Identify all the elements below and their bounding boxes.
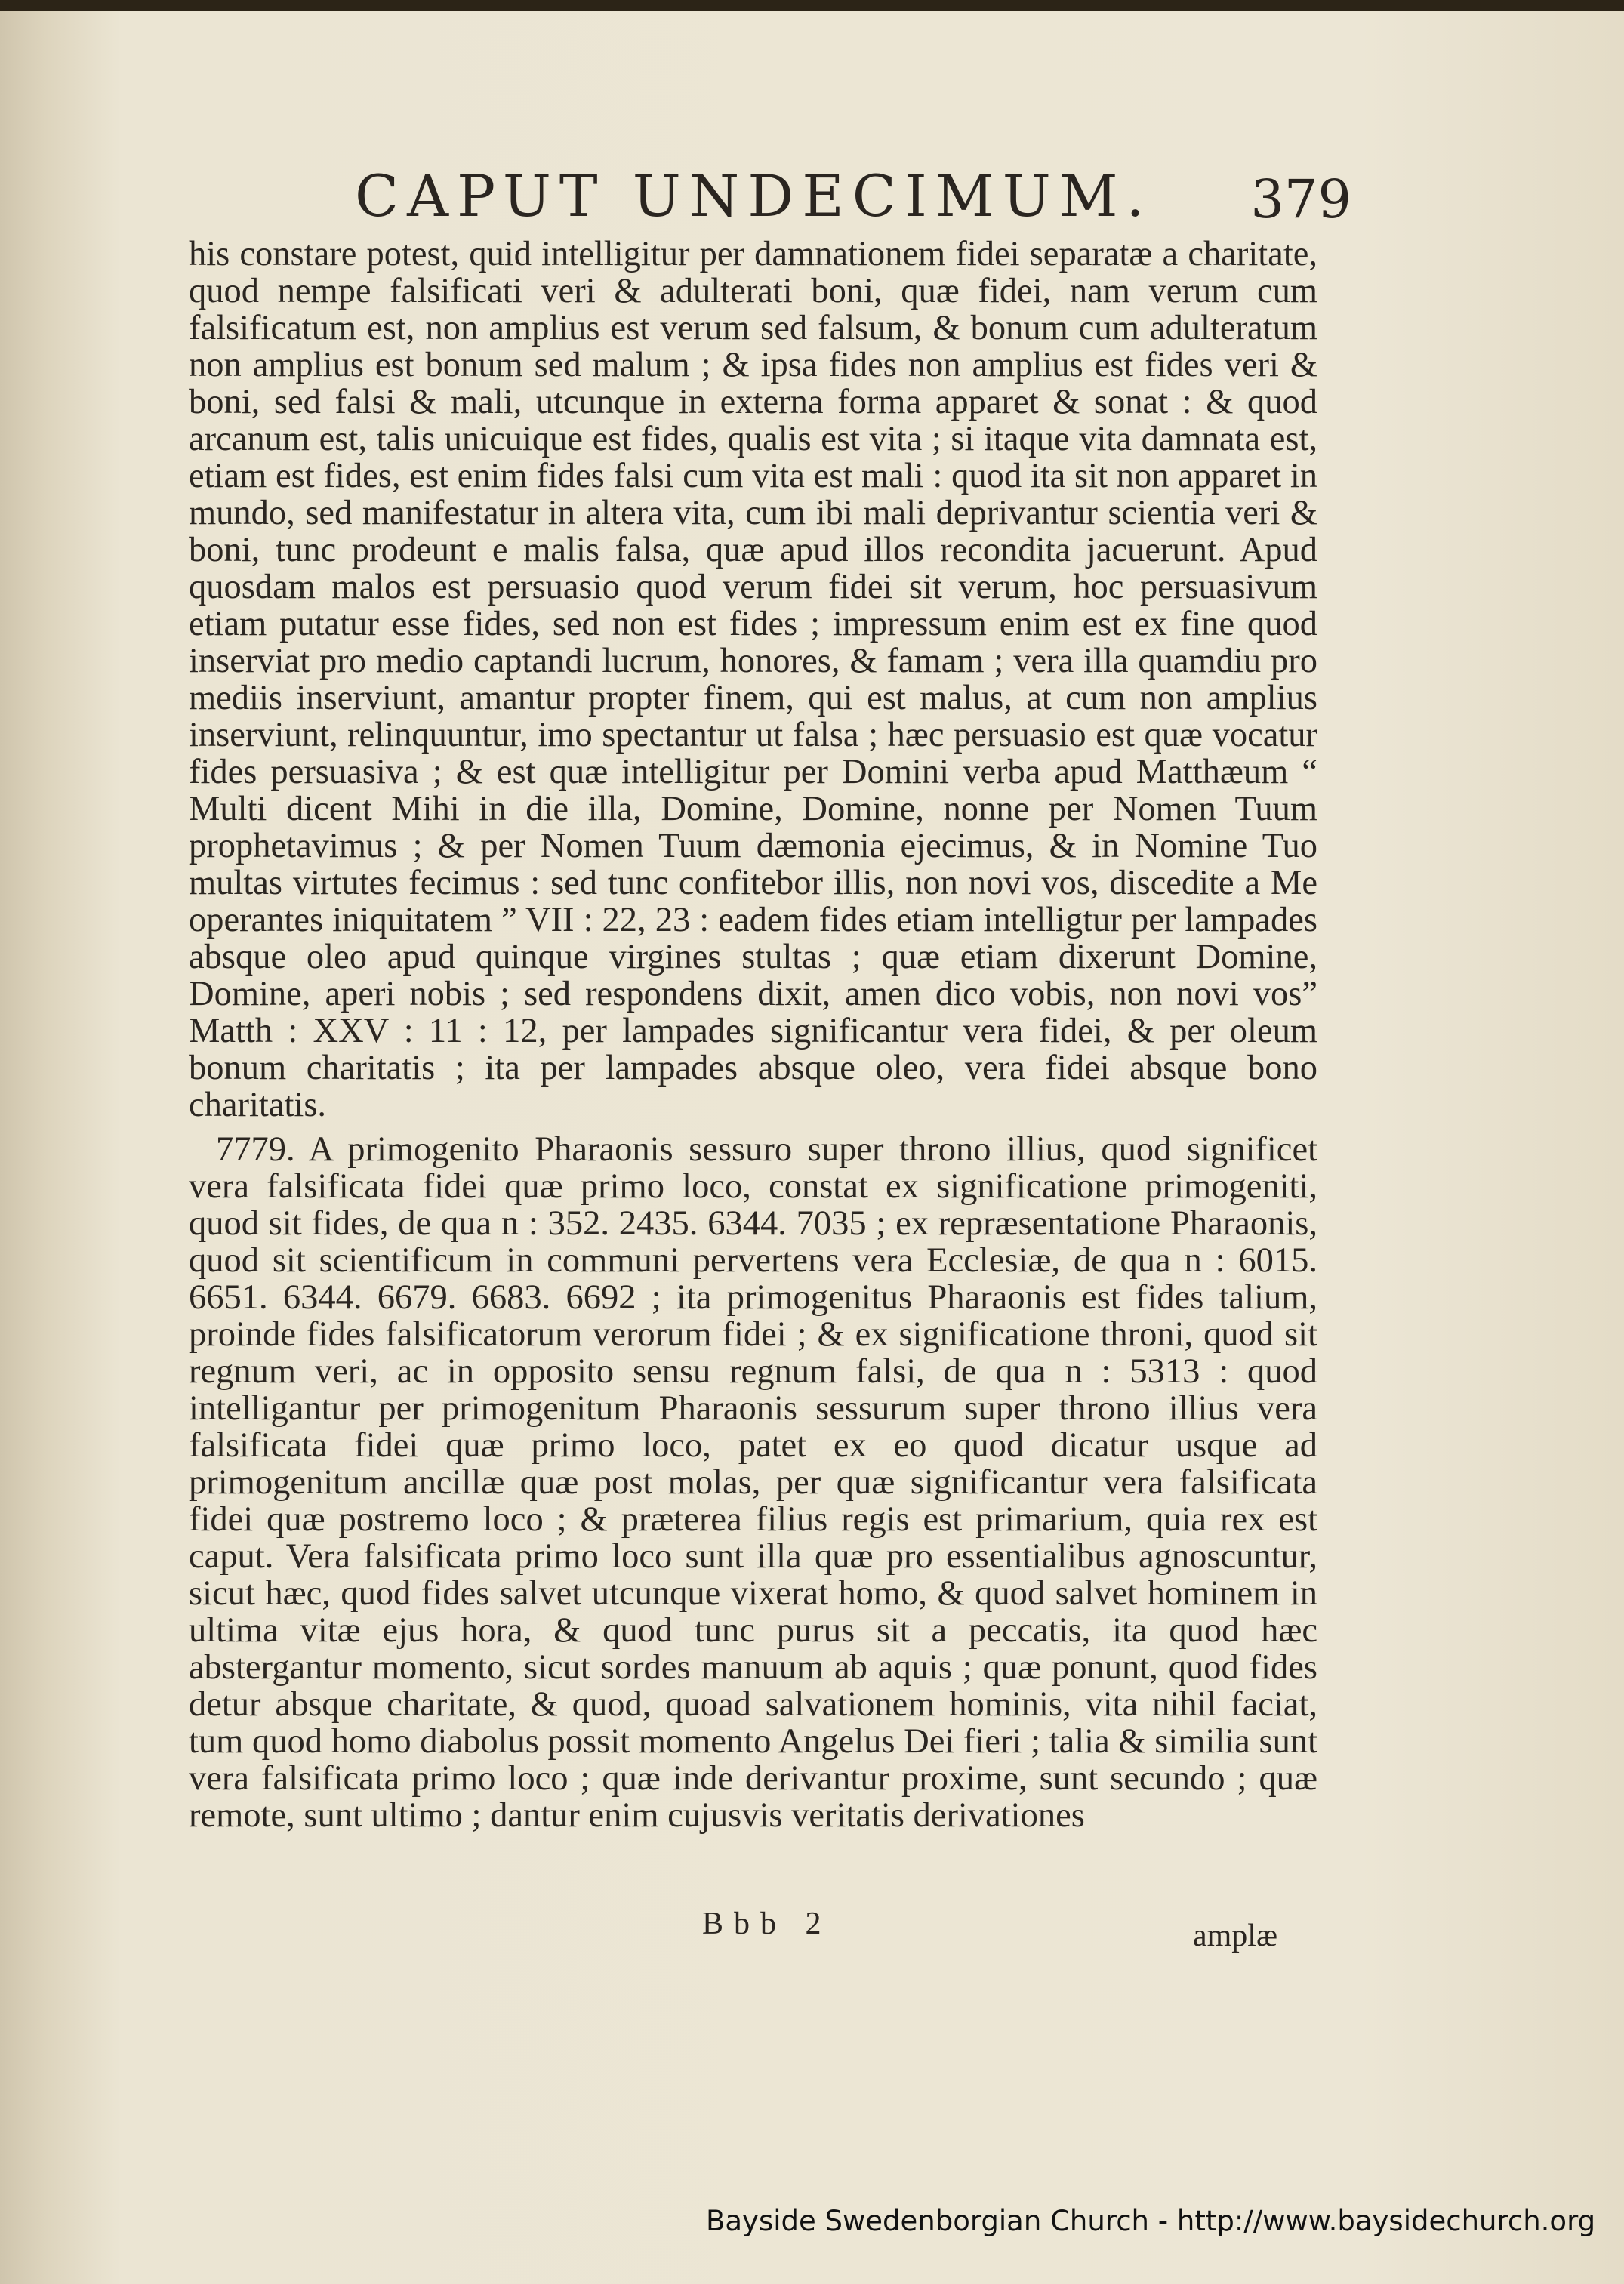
running-header xyxy=(355,155,1351,245)
page-top-edge xyxy=(0,0,1624,11)
chapter-title: CAPUT UNDECIMUM. xyxy=(355,162,1153,230)
catchword: amplæ xyxy=(1193,1919,1277,1953)
source-watermark: Bayside Swedenborgian Church - http://www.baysidechurch.org xyxy=(706,2205,1596,2237)
paragraph-7779: 7779. A primogenito Pharaonis sessuro super throno illius, quod significet vera falsificata fidei quæ primo loco, constat ex significatione primogeniti, quod sit fides, de qua n : 352. 2435. 6344. 7035 ; ex repræsentatione Pharaonis, quod sit scientificum in communi pervertens vera Ecclesiæ, de qua n : 6015. 6651. 6344. 6679. 6683. 6692 ; ita primogenitus Pharaonis est fides talium, proinde fides falsificatorum verorum fidei ; & ex significatione throni, quod sit regnum veri, ac in opposito sensu regnum falsi, de qua n : 5313 : quod intelligantur per primogenitum Pharaonis sessurum super throno illius vera falsificata fidei quæ primo loco, patet ex eo quod dicatur usque ad primogenitum ancillæ quæ post molas, per quæ significantur vera falsificata fidei quæ postremo loco ; & præterea filius regis est primarium, quia rex est caput. Vera falsificata primo loco sunt illa quæ pro essentialibus agnoscuntur, sicut hæc, quod fides salvet utcunque vixerat homo, & quod salvet hominem in ultima vitæ ejus hora, & quod tunc purus sit a peccatis, ita quod hæc abstergantur momento, sicut sordes manuum ab aquis ; quæ ponunt, quod fides detur absque charitate, & quod, quoad salvationem hominis, vita nihil faciat, tum quod homo diabolus possit momento Angelus Dei fieri ; talia & similia sunt vera falsificata primo loco ; quæ inde derivantur proxime, sunt secundo ; quæ remote, sunt ultimo ; dantur enim cujusvis veritatis derivationes xyxy=(189,1130,1317,1835)
signature-mark: Bbb 2 xyxy=(702,1906,832,1941)
paragraph-continuation: his constare potest, quid intelligitur per damnationem fidei separatæ a charitate, quod nempe falsificati veri & adulterati boni, quæ fidei, nam verum cum falsificatum est, non amplius est verum sed falsum, & bonum cum adulteratum non amplius est bonum sed malum ; & ipsa fides non amplius est fides veri & boni, sed falsi & mali, utcunque in externa forma apparet & sonat : & quod arcanum est, talis unicuique est fides, qualis est vita ; si itaque vita damnata est, etiam est fides, est enim fides falsi cum vita est mali : quod ita sit non apparet in mundo, sed manifestatur in altera vita, cum ibi mali deprivantur scientia veri & boni, tunc prodeunt e malis falsa, quæ apud illos recondita jacuerunt. Apud quosdam malos est persuasio quod verum fidei sit verum, hoc persuasivum etiam putatur esse fides, sed non est fides ; impressum enim est ex fine quod inserviat pro medio captandi lucrum, honores, & famam ; vera illa quamdiu pro mediis inserviunt, amantur propter finem, qui est malus, at cum non amplius inserviunt, relinquuntur, imo spectantur ut falsa ; hæc persuasio est quæ vocatur fides persuasiva ; & est quæ intelligitur per Domini verba apud Matthæum “ Multi dicent Mihi in die illa, Domine, Domine, nonne per Nomen Tuum prophetavimus ; & per Nomen Tuum dæmonia ejecimus, & in Nomine Tuo multas virtutes fecimus : sed tunc confitebor illis, non novi vos, discedite a Me operantes iniquitatem ” VII : 22, 23 : eadem fides etiam intelligtur per lampades absque oleo apud quinque virgines stultas ; quæ etiam dixerunt Domine, Domine, aperi nobis ; sed respondens dixit, amen dico vobis, non novi vos” Matth : XXV : 11 : 12, per lampades significantur vera fidei, & per oleum bonum charitatis ; ita per lampades absque oleo, vera fidei absque bono charitatis. xyxy=(189,235,1317,1124)
body-text xyxy=(189,236,1317,1834)
page-number: 379 xyxy=(1250,168,1351,230)
